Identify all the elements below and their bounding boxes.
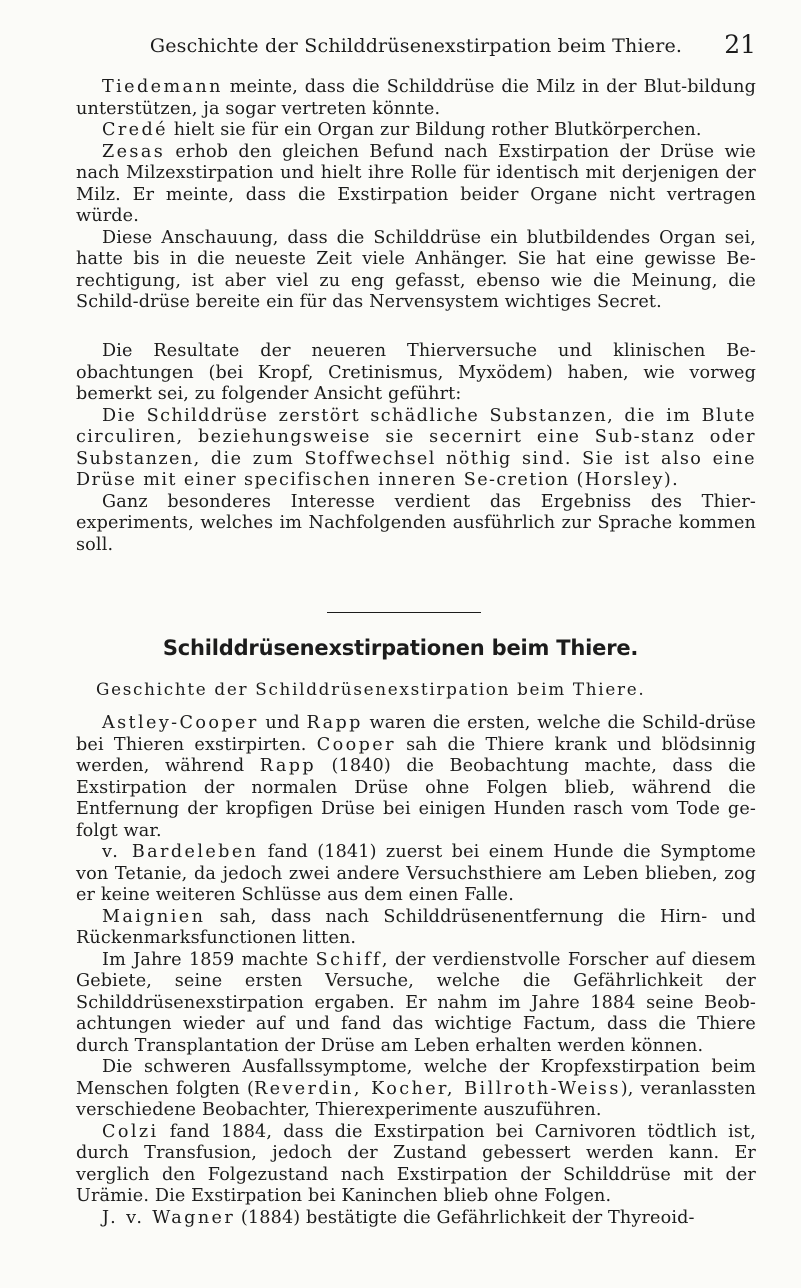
author-name: Tiedemann <box>102 77 223 97</box>
page-header <box>76 30 756 62</box>
paragraph-schiff: Im Jahre 1859 machte Schiff, der verdienstvolle Forscher auf diesem Gebiete, seine ersten Versuche, welche die Gefährlichkeit der Schilddrüsenexstirpation ergaben. Er nahm im Jahre 1884 seine Beob-achtungen wieder auf und fand das wichtige Factum, dass die Thiere durch Transplantation der Drüse am Leben erhalten werden können. <box>76 949 756 1056</box>
author-name: Credé <box>102 120 168 140</box>
subsection-heading: Geschichte der Schilddrüsenexstirpation beim Thiere. <box>96 679 646 699</box>
paragraph-thesis: Die Schilddrüse zerstört schädliche Substanzen, die im Blute circuliren, beziehungsweise sie secernirt eine Sub-stanz oder Substanzen, die zum Stoffwechsel nöthig sind. Sie ist also eine Drüse mit einer specifischen inneren Se-cretion (Horsley). <box>76 405 756 490</box>
author-names: Reverdin, Kocher, Billroth-Weiss <box>253 1078 621 1099</box>
paragraph-bardeleben: v. Bardeleben fand (1841) zuerst bei einem Hunde die Symptome von Tetanie, da jedoch zwei andere Versuchsthiere am Leben blieben, zog er keine weiteren Schlüsse aus dem einen Falle. <box>76 842 756 905</box>
author-name: Rapp <box>306 713 363 733</box>
author-name: Colzi <box>102 1121 159 1142</box>
paragraph-tiedemann: Tiedemann meinte, dass die Schilddrüse die Milz in der Blut-bildung unterstützen, ja sogar vertreten könnte. <box>76 77 756 119</box>
paragraph-anschauung: Diese Anschauung, dass die Schilddrüse ein blutbildendes Organ sei, hatte bis in die neueste Zeit viele Anhänger. Sie hat eine gewisse Be-rechtigung, ist aber viel zu eng gefasst, ebenso wie die Meinung, die Schild-drüse bereite ein für das Nervensystem wichtiges Secret. <box>76 227 756 312</box>
paragraph-colzi: Colzi fand 1884, dass die Exstirpation bei Carnivoren tödtlich ist, durch Transfusion, jedoch der Zustand gebessert werden kann. Er verglich den Folgezustand nach Exstirpation der Schilddrüse mit der Urämie. Die Exstirpation bei Kaninchen blieb ohne Folgen. <box>76 1121 756 1206</box>
author-name: Schiff <box>315 949 382 970</box>
text-block-results <box>76 341 756 556</box>
author-name: J. v. Wagner <box>102 1207 236 1228</box>
paragraph-crede: Credé hielt sie für ein Organ zur Bildung rother Blutkörperchen. <box>102 120 702 140</box>
text-block-experiments <box>76 713 756 1229</box>
author-name: Maignien <box>102 906 206 927</box>
author-name: Zesas <box>102 141 166 162</box>
page-number: 21 <box>724 30 756 59</box>
section-heading: Schilddrüsenexstirpationen beim Thiere. <box>162 636 639 660</box>
paragraph-astley-cooper: Astley-Cooper und Rapp waren die ersten, welche die Schild-drüse bei Thieren exstirpirten. Cooper sah die Thiere krank und blödsinnig werden, während Rapp (1840) die Beobachtung machte, dass die Exstirpation der normalen Drüse ohne Folgen blieb, während die Entfernung der kropfigen Drüse bei einigen Hunden rasch vom Tode ge-folgt war. <box>76 713 756 841</box>
paragraph-maignien: Maignien sah, dass nach Schilddrüsenentfernung die Hirn- und Rückenmarksfunctionen litten. <box>76 906 756 948</box>
author-name: Cooper <box>316 734 396 755</box>
paragraph-zesas: Zesas erhob den gleichen Befund nach Exstirpation der Drüse wie nach Milzexstirpation und hielt ihre Rolle für identisch mit derjenigen der Milz. Er meinte, dass die Exstirpation beider Organe nicht vertragen würde. <box>76 141 756 226</box>
text-block-history-theories <box>76 77 756 314</box>
section-divider <box>327 612 481 613</box>
author-name: Rapp <box>259 756 317 776</box>
paragraph-ausfallssymptome: Die schweren Ausfallssymptome, welche der Kropfexstirpation beim Menschen folgten (Reverdin, Kocher, Billroth-Weiss), veranlassten verschiedene Beobachter, Thierexperimente auszuführen. <box>76 1057 756 1120</box>
paragraph-resultate: Die Resultate der neueren Thierversuche und klinischen Be-obachtungen (bei Kropf, Cretinismus, Myxödem) haben, wie vorweg bemerkt sei, zu folgender Ansicht geführt: <box>76 341 756 404</box>
author-name: Astley-Cooper <box>102 713 259 733</box>
paragraph-wagner: J. v. Wagner (1884) bestätigte die Gefährlichkeit der Thyreoid- <box>102 1207 695 1228</box>
paragraph-interesse: Ganz besonderes Interesse verdient das Ergebniss des Thier-experiments, welches im Nachfolgenden ausführlich zur Sprache kommen soll. <box>76 491 756 555</box>
running-title: Geschichte der Schilddrüsenexstirpation beim Thiere. <box>149 35 683 57</box>
author-name: v. Bardeleben <box>102 842 259 862</box>
